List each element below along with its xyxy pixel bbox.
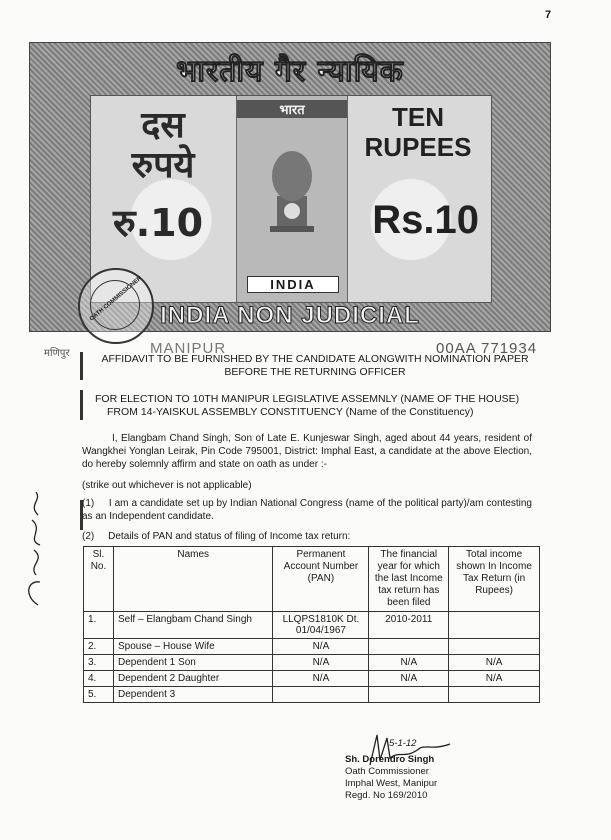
affidavit-heading: AFFIDAVIT TO BE FURNISHED BY THE CANDIDATE ALONGWITH NOMINATION PAPER BEFORE THE RETURNING OFFICER	[101, 353, 529, 378]
table-header-row	[84, 547, 540, 612]
table-row: 3. Dependent 1 Son N/A N/A N/A	[84, 655, 540, 671]
table-row: 1. Self – Elangbam Chand Singh LLQPS1810K Dt. 01/04/1967 2010-2011	[84, 612, 540, 639]
col-header: Names	[113, 547, 273, 612]
rupees-text: RUPEES	[364, 132, 472, 162]
commissioner-name: Sh. Dorendro Singh	[345, 754, 435, 765]
emblem	[236, 96, 348, 302]
candidate-signature	[18, 490, 52, 610]
item-2: (2) Details of PAN and status of filing of Income tax return:	[82, 531, 351, 542]
india-label: INDIA	[247, 276, 339, 293]
ashoka-emblem-icon	[262, 126, 322, 246]
election-heading: FOR ELECTION TO 10TH MANIPUR LEGISLATIVE ASSEMNLY (NAME OF THE HOUSE) FROM 14-YAISKUL ASSEMBLY CONSTITUENCY (Name of the Constituency)	[95, 393, 520, 418]
stamp-panel	[90, 95, 492, 303]
emblem-label: भारत	[237, 100, 347, 118]
item-1: (1) I am a candidate set up by Indian National Congress (name of the political party)/am contesting as an Independent candidate.	[82, 498, 532, 522]
margin-bar	[80, 352, 83, 380]
strike-note: (strike out whichever is not applicable)	[82, 480, 252, 491]
commissioner-regd: Regd. No 169/2010	[345, 790, 428, 801]
india-non-judicial: INDIA NON JUDICIAL	[160, 302, 420, 329]
stamp-title-hindi: भारतीय गैर न्यायिक	[176, 53, 404, 89]
das-text: दस	[141, 105, 185, 146]
state-name: MANIPUR	[150, 340, 227, 357]
pan-details-table	[83, 546, 540, 703]
oath-commissioner-seal	[78, 268, 154, 344]
table-row: 2. Spouse – House Wife N/A	[84, 639, 540, 655]
intro-paragraph: I, Elangbam Chand Singh, Son of Late E. Kunjeswar Singh, aged about 44 years, resident of Wangkhei Yonglan Leirak, Pin Code 795001, District: Imphal East, a candidate at the above Election, do hereby solemnly affirm and state on oath as under :-	[82, 433, 532, 470]
commissioner-title: Oath Commissioner	[345, 766, 429, 777]
ten-text: TEN	[392, 102, 444, 132]
page-number: 7	[545, 9, 552, 21]
col-header: Sl. No.	[84, 547, 114, 612]
signature-date: 5-1-12	[389, 738, 417, 749]
seal-text: OATH COMMISSIONER	[88, 275, 144, 323]
table-row: 4. Dependent 2 Daughter N/A N/A N/A	[84, 671, 540, 687]
rs10-text: Rs.10	[372, 198, 479, 242]
margin-bar	[80, 390, 83, 420]
serial-number: 00AA 771934	[436, 340, 538, 357]
oath-commissioner-stamp	[345, 738, 475, 802]
rupaye-text: रुपये	[131, 145, 195, 186]
table-row: 5. Dependent 3	[84, 687, 540, 703]
serial-prefix: मणिपुर	[44, 348, 70, 359]
col-header: The financial year for which the last Income tax return has been filed	[369, 547, 449, 612]
ru10-text: रु.10	[113, 201, 204, 245]
col-header: Permanent Account Number (PAN)	[273, 547, 369, 612]
col-header: Total income shown In Income Tax Return (in Rupees)	[449, 547, 540, 612]
commissioner-place: Imphal West, Manipur	[345, 778, 438, 789]
